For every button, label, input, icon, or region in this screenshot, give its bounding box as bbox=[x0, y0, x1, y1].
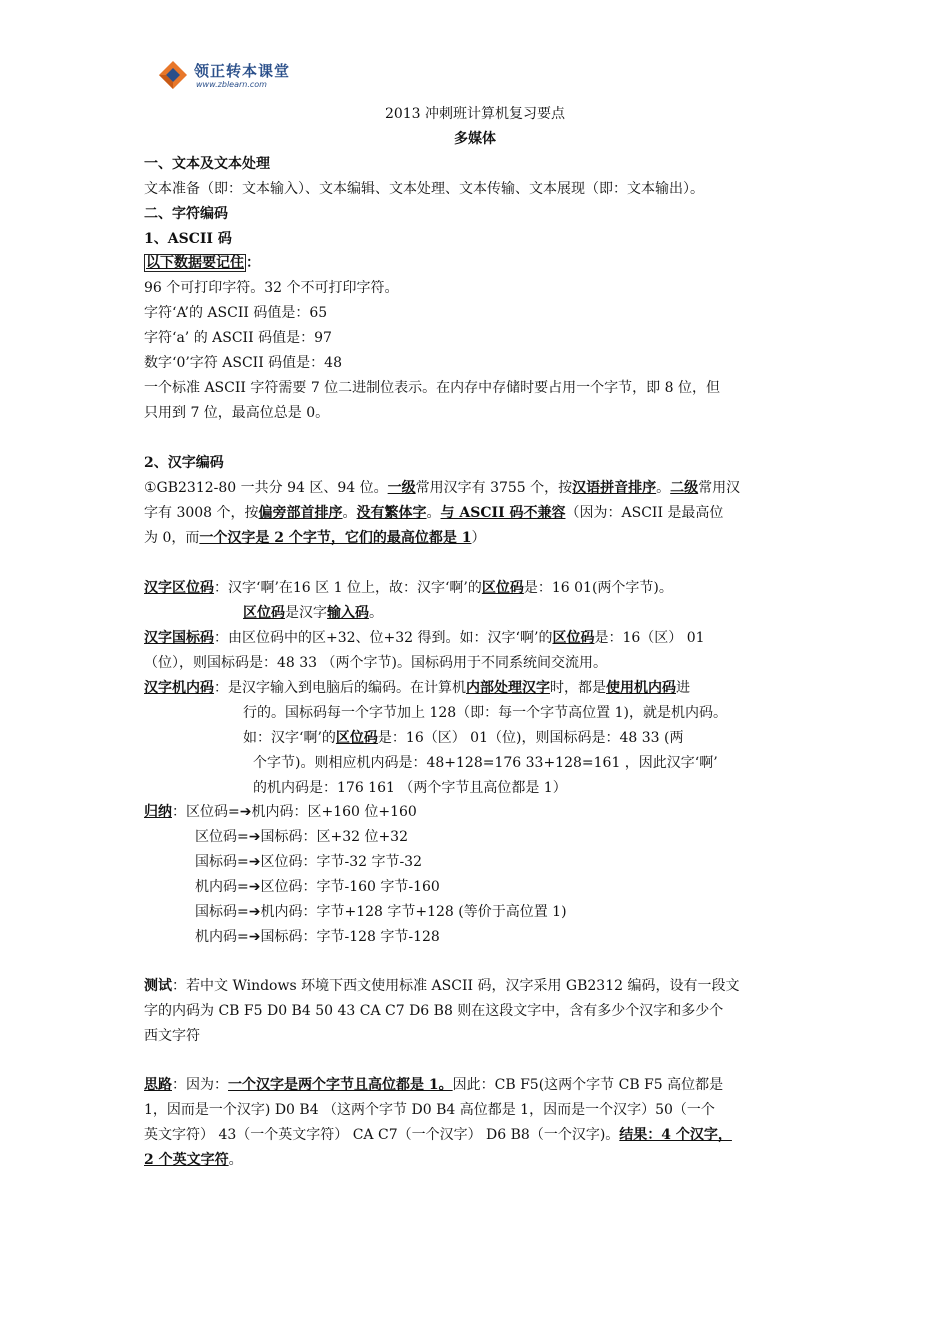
gb-line-2: 字有 3008 个，按偏旁部首排序。没有繁体字。与 ASCII 码不兼容（因为：ASCII 是最高位 bbox=[144, 505, 724, 521]
memo-line bbox=[144, 253, 260, 273]
gb-line-1: ①GB2312-80 一共分 94 区、94 位。一级常用汉字有 3755 个，按汉语拼音排序。二级常用汉 bbox=[144, 480, 741, 496]
idea-line-1: 思路：因为：一个汉字是两个字节且高位都是 1。因此：CB F5(这两个字节 CB F5 高位都是 bbox=[144, 1077, 724, 1093]
idea-line-3: 英文字符） 43（一个英文字符） CA C7（一个汉字） D6 B8（一个汉字)。结果：4 个汉字， bbox=[144, 1127, 732, 1143]
test-label: 测试 bbox=[144, 978, 172, 994]
memo-colon: ： bbox=[246, 255, 260, 271]
ascii-line-6: 只用到 7 位，最高位总是 0。 bbox=[144, 405, 330, 421]
test-line-1: 测试：若中文 Windows 环境下西文使用标准 ASCII 码，汉字采用 GB2312 编码，设有一段文 bbox=[144, 978, 740, 994]
logo-url: www.zblearn.com bbox=[196, 80, 267, 89]
ascii-line-4: 数字‘0’字符 ASCII 码值是：48 bbox=[144, 355, 342, 371]
jinei-line-4: 个字节)。则相应机内码是：48+128=176 33+128=161 ，因此汉字‘啊’ bbox=[253, 755, 718, 771]
idea-line-4: 2 个英文字符。 bbox=[144, 1152, 243, 1168]
guobiao-line-2: （位），则国标码是：48 33 （两个字节)。国标码用于不同系统间交流用。 bbox=[144, 655, 607, 671]
doc-subtitle: 多媒体 bbox=[454, 131, 496, 147]
jinei-line-5: 的机内码是：176 161 （两个字节且高位都是 1） bbox=[253, 780, 567, 796]
ascii-line-2: 字符‘A’的 ASCII 码值是：65 bbox=[144, 305, 328, 321]
memo-boxed: 以下数据要记住 bbox=[146, 255, 244, 271]
section-1-heading: 一、文本及文本处理 bbox=[144, 156, 270, 172]
quwei-line-2: 区位码是汉字输入码。 bbox=[243, 605, 383, 621]
guobiao-line-1: 汉字国标码：由区位码中的区+32、位+32 得到。如：汉字‘啊’的区位码是：16（区） 01 bbox=[144, 630, 705, 646]
summary-line-4: 机内码=➔区位码：字节-160 字节-160 bbox=[195, 879, 440, 895]
hanzi-heading: 2、汉字编码 bbox=[144, 455, 224, 471]
logo-name: 领正转本课堂 bbox=[194, 62, 291, 80]
section-2-heading: 二、字符编码 bbox=[144, 206, 228, 222]
gb-line-3: 为 0，而一个汉字是 2 个字节，它们的最高位都是 1） bbox=[144, 530, 486, 546]
summary-label: 归纳 bbox=[144, 804, 172, 820]
idea-line-2: 1，因而是一个汉字) D0 B4 （这两个字节 D0 B4 高位都是 1，因而是一个汉字）50（一个 bbox=[144, 1102, 715, 1118]
guobiao-label: 汉字国标码 bbox=[144, 630, 214, 646]
idea-label: 思路 bbox=[144, 1077, 172, 1093]
test-line-3: 西文字符 bbox=[144, 1028, 200, 1044]
summary-line-5: 国标码=➔机内码：字节+128 字节+128 (等价于高位置 1) bbox=[195, 904, 567, 920]
logo bbox=[158, 58, 298, 94]
ascii-heading: 1、ASCII 码 bbox=[144, 231, 232, 247]
ascii-line-3: 字符‘a’ 的 ASCII 码值是：97 bbox=[144, 330, 332, 346]
summary-line-2: 区位码=➔国标码：区+32 位+32 bbox=[195, 829, 409, 845]
jinei-line-2: 行的。国标码每一个字节加上 128（即：每一个字节高位置 1)，就是机内码。 bbox=[243, 705, 727, 721]
ascii-line-1: 96 个可打印字符。32 个不可打印字符。 bbox=[144, 280, 399, 296]
summary-line-1: 归纳：区位码=➔机内码：区+160 位+160 bbox=[144, 804, 417, 820]
section-1-body: 文本准备（即：文本输入）、文本编辑、文本处理、文本传输、文本展现（即：文本输出）。 bbox=[144, 181, 704, 197]
jinei-line-3: 如：汉字‘啊’的区位码是：16（区） 01（位)，则国标码是：48 33 (两 bbox=[243, 730, 684, 746]
logo-mark-icon bbox=[158, 60, 188, 90]
doc-title: 2013 冲刺班计算机复习要点 bbox=[384, 106, 566, 122]
jinei-line-1: 汉字机内码：是汉字输入到电脑后的编码。在计算机内部处理汉字时，都是使用机内码进 bbox=[144, 680, 690, 696]
test-line-2: 字的内码为 CB F5 D0 B4 50 43 CA C7 D6 B8 则在这段文字中，含有多少个汉字和多少个 bbox=[144, 1003, 724, 1019]
quwei-line-1: 汉字区位码：汉字‘啊’在16 区 1 位上，故：汉字‘啊’的区位码是：16 01(两个字节)。 bbox=[144, 580, 673, 596]
summary-line-6: 机内码=➔国标码：字节-128 字节-128 bbox=[195, 929, 440, 945]
jinei-label: 汉字机内码 bbox=[144, 680, 214, 696]
ascii-line-5: 一个标准 ASCII 字符需要 7 位二进制位表示。在内存中存储时要占用一个字节，即 8 位，但 bbox=[144, 380, 720, 396]
quwei-label: 汉字区位码 bbox=[144, 580, 214, 596]
summary-line-3: 国标码=➔区位码：字节-32 字节-32 bbox=[195, 854, 423, 870]
